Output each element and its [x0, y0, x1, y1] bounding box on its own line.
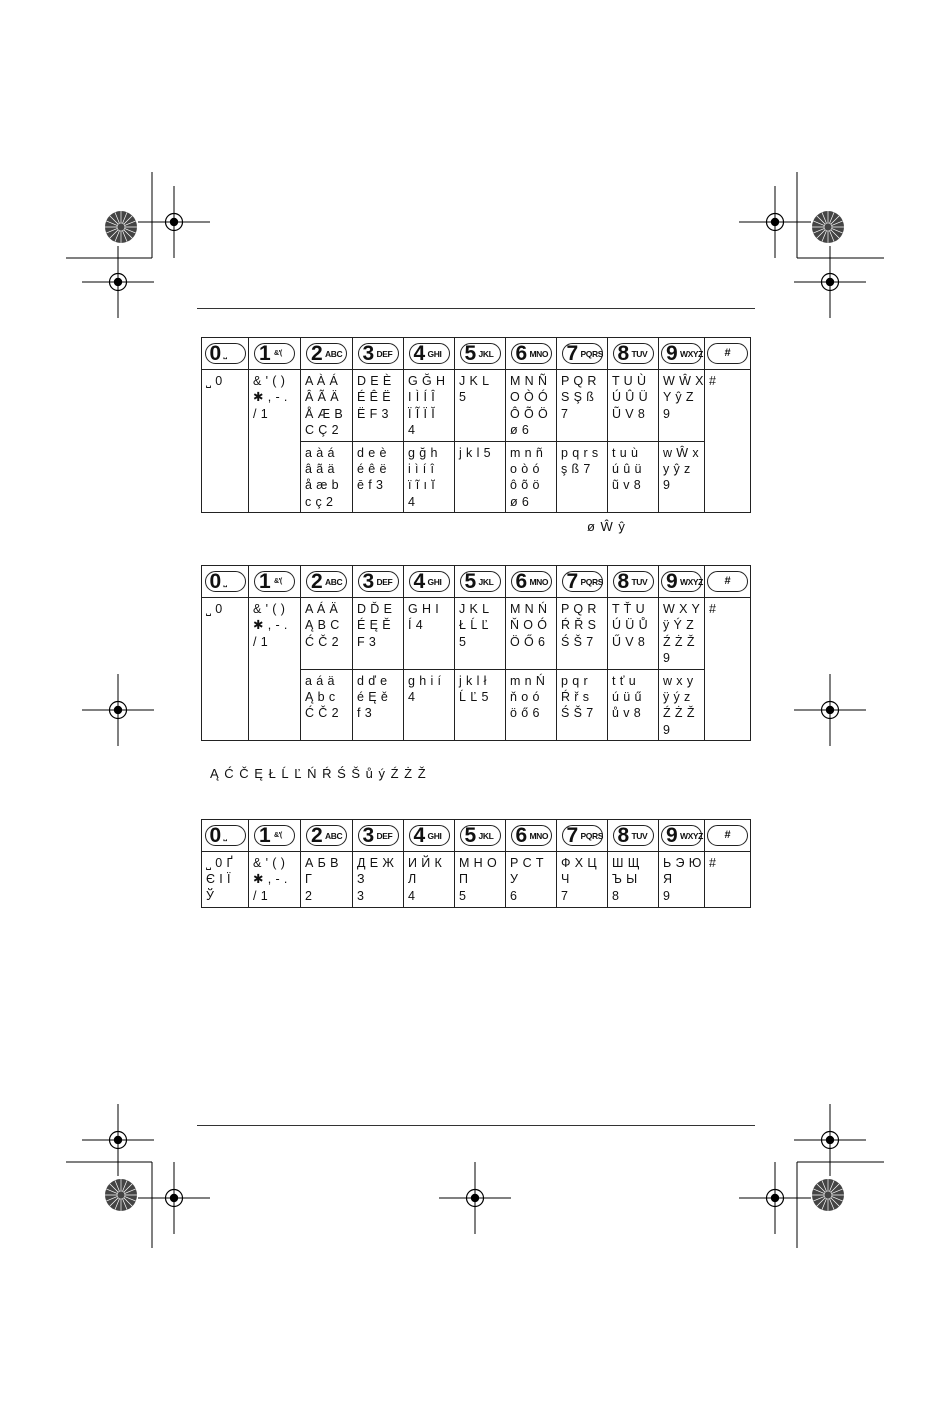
key-digit: 5: [464, 342, 477, 365]
key-digit: 7: [566, 824, 579, 847]
key-letters: GHI: [427, 831, 442, 841]
keypad-key-icon: [562, 343, 603, 364]
key-header-cell: [659, 338, 705, 370]
uppercase-chars-cell: D Ď E É Ę Ě F 3: [353, 598, 404, 670]
key-digit: 9: [666, 824, 678, 847]
uppercase-chars-cell: G H I Í 4: [404, 598, 455, 670]
keypad-key-icon: [460, 571, 501, 592]
keypad-key-icon: [409, 571, 450, 592]
uppercase-chars-cell: W Ŵ X Y ŷ Z 9: [659, 370, 705, 442]
key-digit: 3: [362, 570, 375, 593]
lowercase-chars-cell: d e è é ê ë ē f 3: [353, 441, 404, 513]
key-letters: WXYZ: [680, 349, 703, 359]
key-letters: WXYZ: [680, 831, 703, 841]
uppercase-chars-cell: & ' ( ) ✱ , - . / 1: [249, 370, 301, 513]
key-header-cell: [404, 338, 455, 370]
lowercase-chars-cell: g h i í 4: [404, 669, 455, 741]
key-digit: 2: [311, 342, 323, 365]
key-header-cell: [608, 338, 659, 370]
footer-rule: [197, 1125, 755, 1126]
lowercase-chars-cell: g ğ h i ì í î ï ĩ ı ĭ 4: [404, 441, 455, 513]
chars-cell: Д Е Ж З 3: [353, 852, 404, 908]
key-header-cell: [249, 338, 301, 370]
key-header-cell: [659, 820, 705, 852]
key-letters: JKL: [478, 577, 494, 587]
uppercase-chars-cell: #: [705, 598, 751, 741]
keypad-key-icon: [707, 571, 748, 592]
header-rule: [197, 308, 755, 309]
key-digit: 6: [515, 342, 528, 365]
uppercase-chars-cell: T Ť U Ú Ü Ů Ű V 8: [608, 598, 659, 670]
key-digit: 7: [566, 342, 579, 365]
lowercase-chars-cell: m n ñ o ò ó ô õ ö ø 6: [506, 441, 557, 513]
keypad-key-icon: [661, 825, 702, 846]
key-letters: &'(: [274, 578, 282, 585]
key-letters: PQRS: [580, 577, 603, 587]
key-symbol: #: [724, 575, 731, 587]
uppercase-chars-cell: J K L 5: [455, 370, 506, 442]
key-letters: DEF: [376, 831, 393, 841]
key-header-cell: [404, 566, 455, 598]
key-letters: ⎵: [223, 349, 227, 359]
keypad-key-icon: [661, 343, 702, 364]
key-header-cell: [301, 820, 353, 852]
lowercase-chars-cell: p q r s ş ß 7: [557, 441, 608, 513]
key-header-cell: [557, 820, 608, 852]
key-header-cell: [353, 820, 404, 852]
key-digit: 8: [617, 342, 630, 365]
key-letters: JKL: [478, 831, 494, 841]
uppercase-chars-cell: J K L Ł Ĺ Ľ 5: [455, 598, 506, 670]
key-header-cell: [202, 820, 249, 852]
chars-cell: Ф Х Ц Ч 7: [557, 852, 608, 908]
key-letters: MNO: [529, 831, 549, 841]
uppercase-chars-cell: P Q R S Ş ß 7: [557, 370, 608, 442]
key-letters: MNO: [529, 577, 549, 587]
lowercase-chars-cell: d ď e é Ę ě f 3: [353, 669, 404, 741]
uppercase-chars-cell: G Ğ H I Ì Í Î Ï Ĩ Ï Ĭ 4: [404, 370, 455, 442]
chars-cell: А Б В Г 2: [301, 852, 353, 908]
uppercase-chars-cell: ⎵ 0: [202, 598, 249, 741]
lowercase-chars-cell: a à á â ã ä å æ b c ç 2: [301, 441, 353, 513]
key-letters: ⎵: [223, 577, 227, 587]
keypad-key-icon: [661, 571, 702, 592]
key-letters: TUV: [631, 349, 648, 359]
special-characters-note: Ą Ć Č Ę Ł Ĺ Ľ Ń Ŕ Ś Š ů ý Ź Ż Ž: [210, 766, 427, 781]
uppercase-chars-cell: M N Ń Ň O Ó Ö Ő 6: [506, 598, 557, 670]
key-digit: 1: [259, 824, 271, 847]
key-letters: ABC: [325, 577, 343, 587]
key-digit: 3: [362, 342, 375, 365]
keypad-key-icon: [306, 571, 347, 592]
character-table-western: [201, 337, 751, 513]
keypad-key-icon: [707, 825, 748, 846]
keypad-key-icon: [254, 343, 295, 364]
keypad-key-icon: [562, 571, 603, 592]
key-header-cell: [455, 566, 506, 598]
key-digit: 9: [666, 342, 678, 365]
keypad-key-icon: [460, 825, 501, 846]
keypad-key-icon: [707, 343, 748, 364]
lowercase-chars-cell: j k l 5: [455, 441, 506, 513]
key-letters: GHI: [427, 577, 442, 587]
key-header-cell: [705, 566, 751, 598]
uppercase-chars-cell: M N Ñ O Ò Ó Ô Õ Ö ø 6: [506, 370, 557, 442]
lowercase-chars-cell: w x y ÿ ý z Ź Ż Ž 9: [659, 669, 705, 741]
key-header-cell: [705, 820, 751, 852]
uppercase-chars-cell: D E È É Ê Ë Ë F 3: [353, 370, 404, 442]
chars-cell: Ь Э Ю Я 9: [659, 852, 705, 908]
keypad-key-icon: [613, 343, 654, 364]
key-digit: 8: [617, 570, 630, 593]
keypad-key-icon: [460, 343, 501, 364]
character-table-central-european: [201, 565, 751, 741]
chars-cell: #: [705, 852, 751, 908]
character-table-cyrillic: [201, 819, 751, 908]
key-header-cell: [506, 338, 557, 370]
key-header-cell: [506, 820, 557, 852]
key-digit: 0: [209, 570, 222, 593]
key-letters: ⎵: [223, 831, 227, 841]
keypad-key-icon: [358, 343, 399, 364]
keypad-key-icon: [306, 343, 347, 364]
keypad-key-icon: [511, 571, 552, 592]
lowercase-chars-cell: t ť u ú ü ű ů v 8: [608, 669, 659, 741]
key-header-cell: [506, 566, 557, 598]
keypad-key-icon: [409, 825, 450, 846]
lowercase-chars-cell: t u ù ú û ü ũ v 8: [608, 441, 659, 513]
key-digit: 3: [362, 824, 375, 847]
key-header-cell: [301, 566, 353, 598]
key-header-cell: [249, 820, 301, 852]
key-header-cell: [455, 338, 506, 370]
uppercase-chars-cell: A À Á Â Ã Ä Å Æ B C Ç 2: [301, 370, 353, 442]
key-header-cell: [353, 566, 404, 598]
key-header-cell: [705, 338, 751, 370]
key-letters: WXYZ: [680, 577, 703, 587]
chars-cell: И Й К Л 4: [404, 852, 455, 908]
key-header-cell: [249, 566, 301, 598]
key-digit: 2: [311, 824, 323, 847]
uppercase-chars-cell: & ' ( ) ✱ , - . / 1: [249, 598, 301, 741]
key-header-cell: [455, 820, 506, 852]
key-header-cell: [608, 566, 659, 598]
key-letters: PQRS: [580, 831, 603, 841]
key-digit: 5: [464, 824, 477, 847]
lowercase-chars-cell: a á ä Ą b c Ć Č 2: [301, 669, 353, 741]
key-header-cell: [608, 820, 659, 852]
key-symbol: #: [724, 347, 731, 359]
key-letters: &'(: [274, 350, 282, 357]
keypad-key-icon: [358, 825, 399, 846]
key-header-cell: [557, 566, 608, 598]
key-letters: JKL: [478, 349, 494, 359]
key-digit: 5: [464, 570, 477, 593]
key-letters: DEF: [376, 577, 393, 587]
key-header-cell: [353, 338, 404, 370]
keypad-key-icon: [205, 825, 246, 846]
keypad-key-icon: [409, 343, 450, 364]
keypad-key-icon: [254, 571, 295, 592]
key-header-cell: [557, 338, 608, 370]
key-digit: 1: [259, 570, 271, 593]
key-digit: 1: [259, 342, 271, 365]
key-digit: 4: [413, 824, 426, 847]
lowercase-chars-cell: w Ŵ x y ŷ z 9: [659, 441, 705, 513]
chars-cell: Р С Т У 6: [506, 852, 557, 908]
key-letters: ABC: [325, 831, 343, 841]
key-letters: TUV: [631, 577, 648, 587]
chars-cell: Ш Щ Ъ Ы 8: [608, 852, 659, 908]
key-digit: 6: [515, 570, 528, 593]
keypad-key-icon: [306, 825, 347, 846]
key-header-cell: [404, 820, 455, 852]
key-letters: DEF: [376, 349, 393, 359]
chars-cell: & ' ( ) ✱ , - . / 1: [249, 852, 301, 908]
special-characters-note: ø Ŵ ŷ: [587, 519, 626, 534]
key-letters: PQRS: [580, 349, 603, 359]
key-letters: &'(: [274, 832, 282, 839]
chars-cell: ⎵ 0 Ґ Є І Ї Ў: [202, 852, 249, 908]
uppercase-chars-cell: P Q R Ŕ Ř S Ś Š 7: [557, 598, 608, 670]
key-digit: 0: [209, 342, 222, 365]
key-digit: 6: [515, 824, 528, 847]
key-digit: 0: [209, 824, 222, 847]
lowercase-chars-cell: p q r Ŕ ř s Ś Š 7: [557, 669, 608, 741]
key-digit: 9: [666, 570, 678, 593]
keypad-key-icon: [613, 825, 654, 846]
uppercase-chars-cell: ⎵ 0: [202, 370, 249, 513]
uppercase-chars-cell: W X Y ÿ Ý Z Ź Ż Ž 9: [659, 598, 705, 670]
lowercase-chars-cell: j k l ł Ĺ Ľ 5: [455, 669, 506, 741]
uppercase-chars-cell: #: [705, 370, 751, 513]
key-letters: MNO: [529, 349, 549, 359]
key-digit: 4: [413, 570, 426, 593]
keypad-key-icon: [254, 825, 295, 846]
keypad-key-icon: [358, 571, 399, 592]
uppercase-chars-cell: A Á Ä Ą B C Ć Č 2: [301, 598, 353, 670]
key-digit: 7: [566, 570, 579, 593]
key-header-cell: [659, 566, 705, 598]
chars-cell: М Н О П 5: [455, 852, 506, 908]
key-digit: 4: [413, 342, 426, 365]
keypad-key-icon: [205, 343, 246, 364]
keypad-key-icon: [562, 825, 603, 846]
key-letters: TUV: [631, 831, 648, 841]
key-header-cell: [301, 338, 353, 370]
uppercase-chars-cell: T U Ù Ú Û Ü Ũ V 8: [608, 370, 659, 442]
lowercase-chars-cell: m n Ń ň o ó ö ő 6: [506, 669, 557, 741]
keypad-key-icon: [511, 343, 552, 364]
key-digit: 8: [617, 824, 630, 847]
key-header-cell: [202, 566, 249, 598]
keypad-key-icon: [511, 825, 552, 846]
key-symbol: #: [724, 829, 731, 841]
key-letters: ABC: [325, 349, 343, 359]
keypad-key-icon: [613, 571, 654, 592]
key-header-cell: [202, 338, 249, 370]
key-digit: 2: [311, 570, 323, 593]
keypad-key-icon: [205, 571, 246, 592]
key-letters: GHI: [427, 349, 442, 359]
